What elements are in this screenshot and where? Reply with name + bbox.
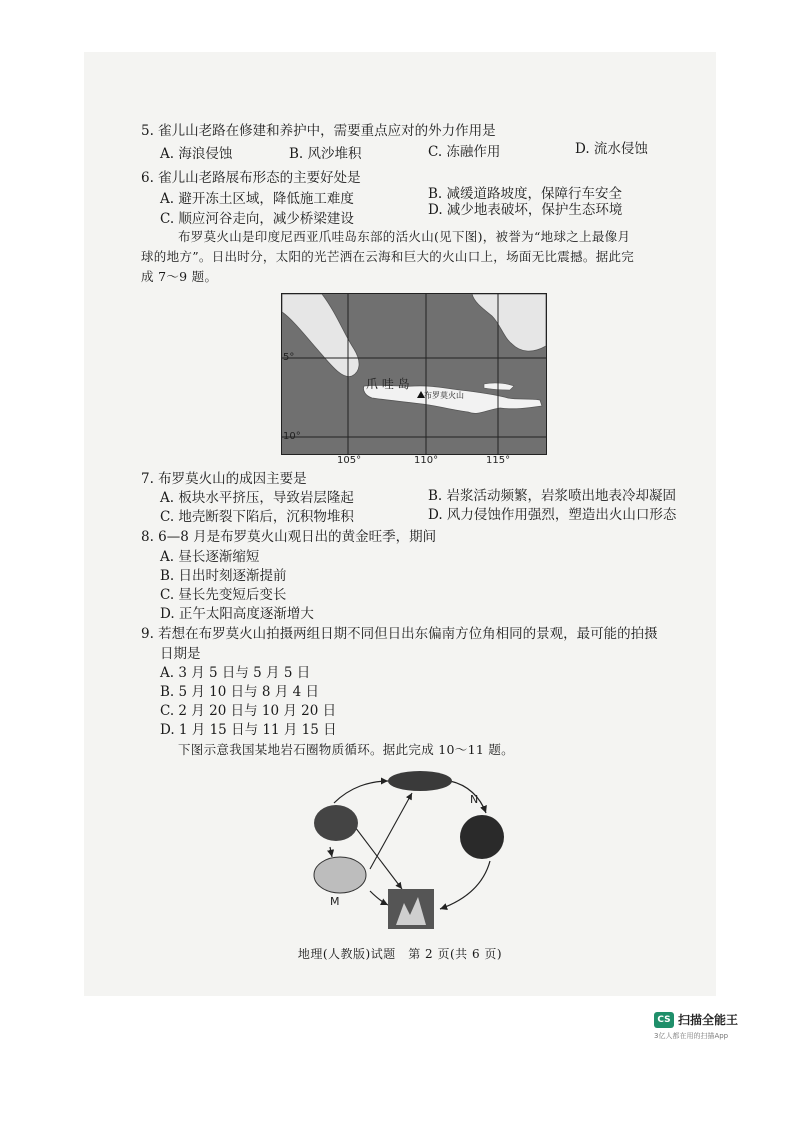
q7-option-d: D. 风力侵蚀作用强烈，塑造出火山口形态 — [428, 507, 677, 523]
arrow-left-to-m — [330, 847, 332, 857]
q8-stem: 8. 6—8 月是布罗莫火山观日出的黄金旺季，期间 — [141, 529, 437, 545]
q5-option-a: A. 海浪侵蚀 — [160, 146, 233, 162]
map-lon-115-label: 115° — [486, 455, 511, 466]
intro2-text: 下图示意我国某地岩石圈物质循环。据此完成 10～11 题。 — [178, 742, 514, 757]
map-graphic — [282, 294, 546, 454]
q5-stem: 5. 雀儿山老路在修建和养护中，需要重点应对的外力作用是 — [141, 123, 496, 139]
rock-cycle-diagram — [300, 765, 520, 937]
q9-option-a: A. 3 月 5 日与 5 月 5 日 — [160, 665, 311, 681]
q6-option-c: C. 顺应河谷走向，减少桥梁建设 — [160, 211, 354, 227]
q9-stem-line1: 9. 若想在布罗莫火山拍摄两组日期不同但日出东偏南方位角相同的景观，最可能的拍摄 — [141, 626, 658, 642]
q5-option-d: D. 流水侵蚀 — [575, 141, 648, 157]
java-island-map — [281, 293, 547, 455]
q7-stem: 7. 布罗莫火山的成因主要是 — [141, 471, 307, 487]
cycle-label-m: M — [330, 895, 340, 908]
rock-left — [314, 805, 358, 841]
camscanner-name: 扫描全能王 — [678, 1013, 739, 1027]
q6-stem: 6. 雀儿山老路展布形态的主要好处是 — [141, 170, 361, 186]
q9-option-c: C. 2 月 20 日与 10 月 20 日 — [160, 703, 337, 719]
rock-right-n — [460, 815, 504, 859]
intro1-line3: 成 7～9 题。 — [141, 269, 218, 284]
arrow-left-to-top — [334, 781, 388, 803]
q8-option-d: D. 正午太阳高度逐渐增大 — [160, 606, 314, 622]
intro1-line2: 球的地方”。日出时分，太阳的光芒洒在云海和巨大的火山口上，场面无比震撼。据此完 — [141, 249, 635, 264]
cycle-label-n: N — [470, 793, 479, 806]
map-lat-5-label: 5° — [283, 352, 295, 363]
camscanner-logo-icon: CS — [654, 1012, 674, 1028]
q5-option-b: B. 风沙堆积 — [289, 146, 362, 162]
sediment-rock-top — [388, 771, 452, 791]
map-lon-110-label: 110° — [414, 455, 439, 466]
arrow-m-to-top — [370, 793, 412, 869]
map-volcano-label: 布罗莫火山 — [424, 391, 464, 400]
rock-cycle-graphic — [300, 765, 520, 937]
rock-m — [314, 857, 366, 893]
q8-option-a: A. 昼长逐渐缩短 — [160, 549, 260, 565]
q7-option-c: C. 地壳断裂下陷后，沉积物堆积 — [160, 509, 354, 525]
q8-option-b: B. 日出时刻逐渐提前 — [160, 568, 287, 584]
map-lon-105-label: 105° — [337, 455, 362, 466]
q5-option-c: C. 冻融作用 — [428, 144, 501, 160]
q7-option-a: A. 板块水平挤压，导致岩层隆起 — [160, 490, 354, 506]
camscanner-tagline: 3亿人都在用的扫描App — [654, 1032, 729, 1040]
q9-stem-line2: 日期是 — [160, 646, 201, 662]
q6-option-d: D. 减少地表破坏，保护生态环境 — [428, 202, 623, 218]
q6-option-b: B. 减缓道路坡度，保障行车安全 — [428, 186, 623, 202]
q6-option-a: A. 避开冻土区域，降低施工难度 — [160, 191, 354, 207]
map-lat-10-label: 10° — [283, 431, 301, 442]
q7-option-b: B. 岩浆活动频繁，岩浆喷出地表冷却凝固 — [428, 488, 677, 504]
q9-option-b: B. 5 月 10 日与 8 月 4 日 — [160, 684, 319, 700]
intro1-line1: 布罗莫火山是印度尼西亚爪哇岛东部的活火山(见下图)，被誉为“地球之上最像月 — [178, 229, 631, 244]
arrow-right-to-bottom — [440, 861, 490, 909]
map-island-label: 爪 哇 岛 — [366, 377, 410, 391]
arrow-top-to-right — [450, 781, 486, 813]
q8-option-c: C. 昼长先变短后变长 — [160, 587, 287, 603]
arrow-m-to-bottom — [370, 891, 388, 905]
q9-option-d: D. 1 月 15 日与 11 月 15 日 — [160, 722, 337, 738]
page-footer: 地理(人教版)试题 第 2 页(共 6 页) — [297, 947, 503, 961]
